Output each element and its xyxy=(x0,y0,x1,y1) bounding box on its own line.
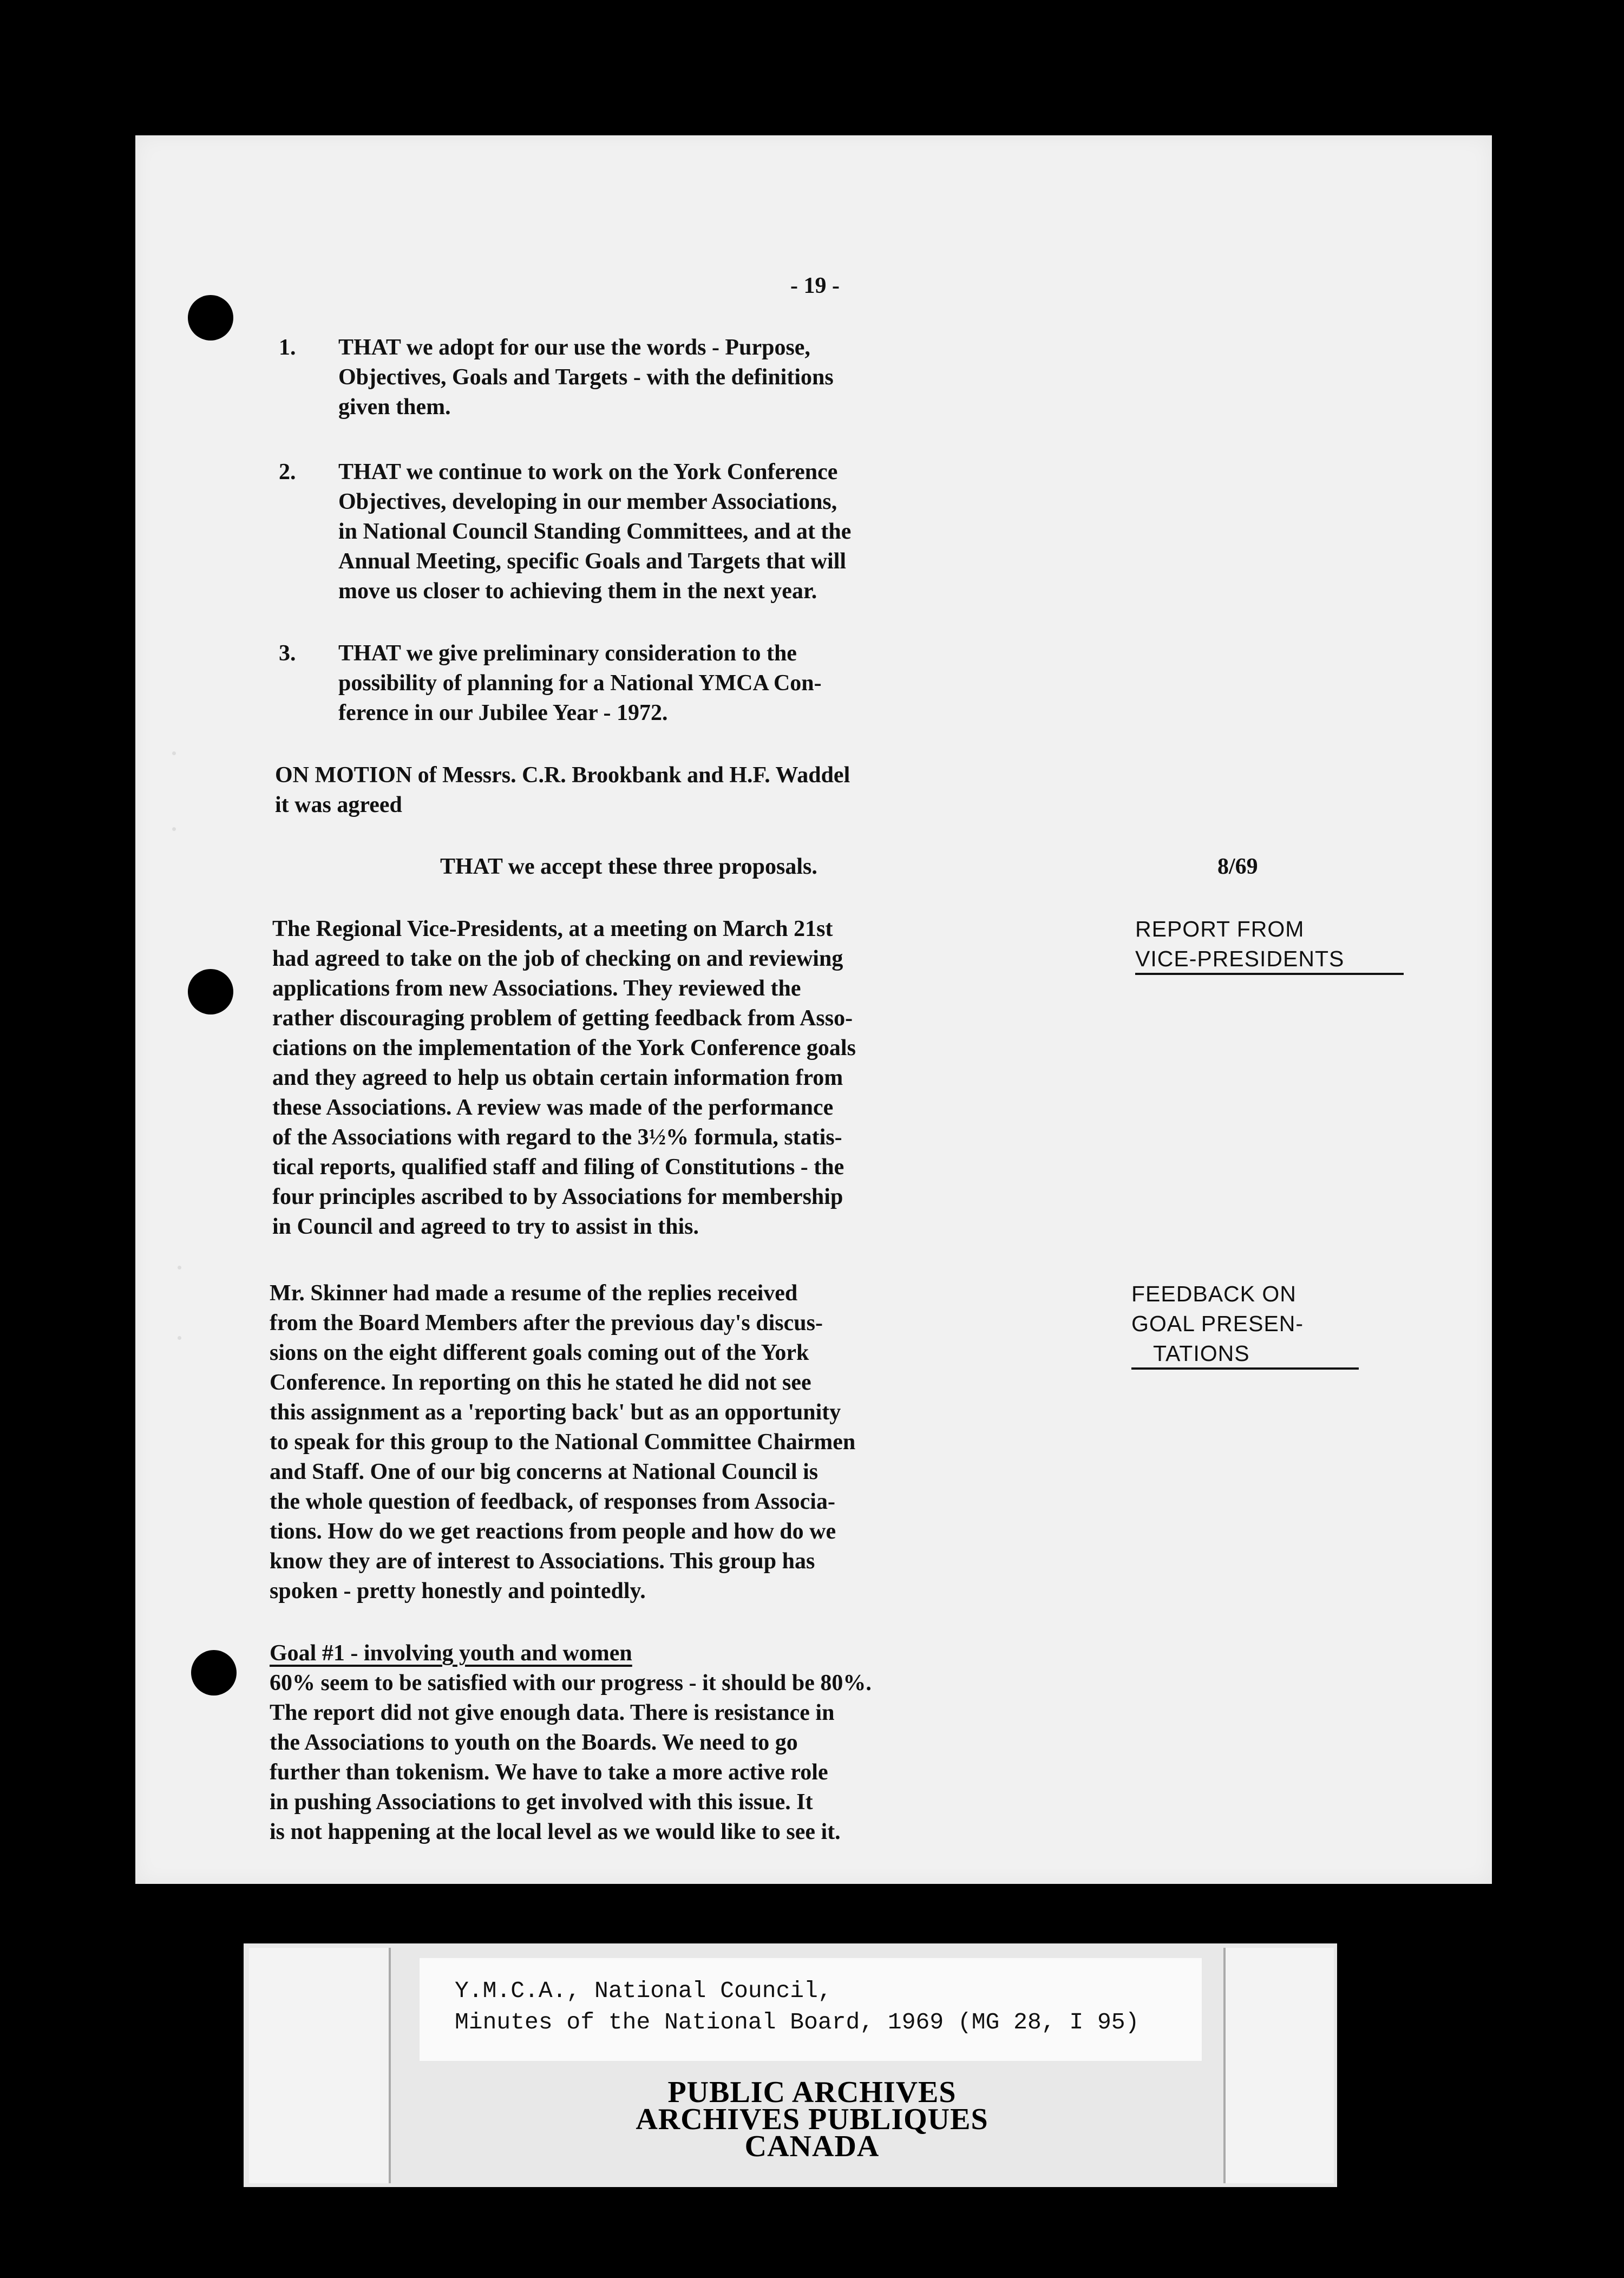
feedback-line: this assignment as a 'reporting back' but as an opportunity xyxy=(270,1400,841,1425)
report-heading-line: REPORT FROM xyxy=(1135,917,1305,941)
motion-line: it was agreed xyxy=(275,793,402,817)
report-line: four principles ascribed to by Associations for membership xyxy=(272,1184,843,1209)
report-line: applications from new Associations. They reviewed the xyxy=(272,976,801,1001)
report-line: ciations on the implementation of the York Conference goals xyxy=(272,1036,856,1061)
proposal-line: THAT we continue to work on the York Conference xyxy=(338,460,838,485)
proposal-line: in National Council Standing Committees, and at the xyxy=(338,519,852,544)
proposal-number: 1. xyxy=(279,335,296,360)
proposal-line: Objectives, developing in our member Associations, xyxy=(338,489,837,514)
resolution: THAT we accept these three proposals. xyxy=(440,854,817,879)
punch-hole xyxy=(188,295,233,341)
scan-speck xyxy=(178,1266,181,1269)
heading-underline xyxy=(1135,973,1404,975)
feedback-line: sions on the eight different goals coming out of the York xyxy=(270,1340,809,1365)
goal-line: the Associations to youth on the Boards. We need to go xyxy=(270,1730,798,1755)
feedback-line: and Staff. One of our big concerns at National Council is xyxy=(270,1459,818,1484)
feedback-heading-line: TATIONS xyxy=(1153,1341,1250,1366)
proposal-line: Objectives, Goals and Targets - with the definitions xyxy=(338,365,834,390)
label-tab xyxy=(249,1948,391,2183)
goal-line: further than tokenism. We have to take a more active role xyxy=(270,1760,828,1785)
proposal-number: 3. xyxy=(279,641,296,666)
punch-hole xyxy=(191,1650,237,1696)
report-heading-line: VICE-PRESIDENTS xyxy=(1135,946,1345,971)
archives-stamp-line: CANADA xyxy=(744,2130,880,2163)
report-line: in Council and agreed to try to assist in this. xyxy=(272,1214,699,1239)
goal-line: The report did not give enough data. There is resistance in xyxy=(270,1700,835,1725)
feedback-line: know they are of interest to Associations. This group has xyxy=(270,1549,815,1574)
scan-speck xyxy=(172,827,176,831)
feedback-heading-line: GOAL PRESEN- xyxy=(1131,1311,1304,1336)
feedback-line: to speak for this group to the National Committee Chairmen xyxy=(270,1430,856,1455)
archives-stamp-line: PUBLIC ARCHIVES xyxy=(667,2076,957,2109)
proposal-line: Annual Meeting, specific Goals and Targets that will xyxy=(338,549,847,574)
proposal-line: move us closer to achieving them in the next year. xyxy=(338,579,817,604)
goal-line: 60% seem to be satisfied with our progress - it should be 80%. xyxy=(270,1671,872,1696)
archive-label-line: Minutes of the National Board, 1969 (MG 28, I 95) xyxy=(455,2009,1140,2035)
report-line: of the Associations with regard to the 3½% formula, statis- xyxy=(272,1125,842,1150)
scan-speck xyxy=(172,751,176,755)
scan-speck xyxy=(178,1336,181,1340)
heading-underline xyxy=(1131,1367,1359,1370)
page-number: - 19 - xyxy=(790,273,840,298)
goal-line: is not happening at the local level as we would like to see it. xyxy=(270,1819,841,1844)
report-line: these Associations. A review was made of the performance xyxy=(272,1095,834,1120)
motion-line: ON MOTION of Messrs. C.R. Brookbank and H.F. Waddel xyxy=(275,763,850,788)
report-line: tical reports, qualified staff and filing of Constitutions - the xyxy=(272,1155,844,1180)
proposal-line: given them. xyxy=(338,395,451,420)
feedback-line: from the Board Members after the previous day's discus- xyxy=(270,1311,823,1336)
goal-heading: Goal #1 - involving youth and women xyxy=(270,1641,632,1666)
proposal-line: THAT we give preliminary consideration to the xyxy=(338,641,797,666)
archives-stamp-line: ARCHIVES PUBLIQUES xyxy=(636,2103,988,2136)
report-line: The Regional Vice-Presidents, at a meeting on March 21st xyxy=(272,917,833,941)
feedback-line: the whole question of feedback, of responses from Associa- xyxy=(270,1489,835,1514)
report-line: rather discouraging problem of getting feedback from Asso- xyxy=(272,1006,853,1031)
document-page xyxy=(135,135,1492,1884)
feedback-line: Mr. Skinner had made a resume of the replies received xyxy=(270,1281,798,1306)
proposal-line: THAT we adopt for our use the words - Purpose, xyxy=(338,335,810,360)
goal-line: in pushing Associations to get involved with this issue. It xyxy=(270,1790,813,1815)
report-line: and they agreed to help us obtain certain information from xyxy=(272,1065,843,1090)
feedback-heading-line: FEEDBACK ON xyxy=(1131,1281,1296,1306)
report-line: had agreed to take on the job of checking on and reviewing xyxy=(272,946,843,971)
feedback-line: tions. How do we get reactions from people and how do we xyxy=(270,1519,836,1544)
proposal-number: 2. xyxy=(279,460,296,485)
archive-label-line: Y.M.C.A., National Council, xyxy=(455,1978,832,2004)
feedback-line: spoken - pretty honestly and pointedly. xyxy=(270,1579,646,1603)
proposal-line: ference in our Jubilee Year - 1972. xyxy=(338,701,668,725)
label-tab xyxy=(1223,1948,1334,2183)
punch-hole xyxy=(188,969,233,1014)
feedback-line: Conference. In reporting on this he stated he did not see xyxy=(270,1370,811,1395)
proposal-line: possibility of planning for a National YMCA Con- xyxy=(338,671,822,696)
resolution-number: 8/69 xyxy=(1217,854,1258,879)
